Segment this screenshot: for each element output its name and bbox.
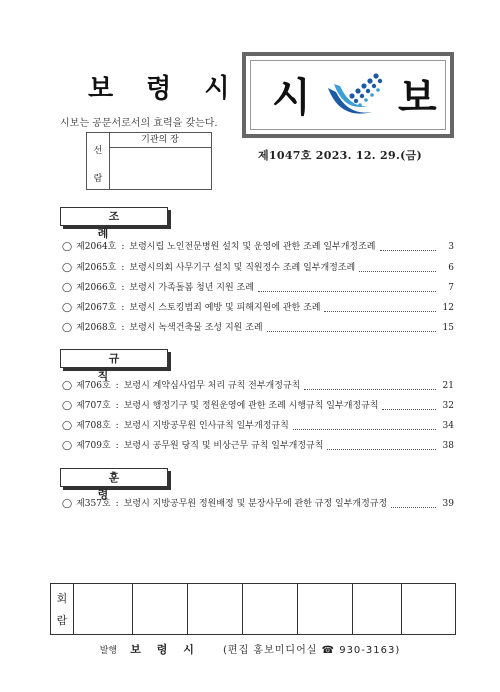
publisher-contact: (편집 홍보미디어실 ☎ 930-3163) (223, 645, 401, 656)
city-emblem-icon (326, 72, 384, 122)
entry-title: 보령시 스토킹범죄 예방 및 피해지원에 관한 조례 (129, 303, 321, 313)
entry-title: 보령시 행정기구 및 정원운영에 관한 조례 시행규칙 일부개정규칙 (123, 401, 379, 411)
subtitle: 시보는 공문서로서의 효력을 갖는다. (60, 118, 218, 129)
logo-char-right: 보 (398, 75, 437, 121)
circulation-box (50, 583, 456, 635)
entry-number: 제2064호 (76, 242, 117, 252)
circulation-label-bottom: 람 (56, 614, 68, 627)
dot-leader (293, 422, 436, 430)
publisher-label: 발행 (99, 646, 118, 656)
list-item: ◯ 제706호 : 보령시 계약심사업무 처리 규칙 전부개정규칙 21 (62, 381, 454, 391)
approval-label-top: 선 (93, 146, 103, 156)
list-item: ◯ 제2068호 : 보령시 녹색건축물 조성 지원 조례 15 (62, 323, 454, 333)
list-item: ◯ 제357호 : 보령시 지방공무원 정원배정 및 분장사무에 관한 규정 일부개정규정 39 (62, 499, 454, 509)
approval-head: 기관의 장 (109, 133, 211, 148)
bullet-icon: ◯ (62, 303, 73, 313)
entry-title: 보령시의회 사무기구 설치 및 직원정수 조례 일부개정조례 (129, 263, 356, 273)
list-item: ◯ 제2066호 : 보령시 가족돌봄 청년 지원 조례 7 (62, 283, 454, 293)
approval-box (86, 132, 212, 190)
list-item: ◯ 제2067호 : 보령시 스토킹범죄 예방 및 피해지원에 관한 조례 12 (62, 303, 454, 313)
bullet-icon: ◯ (62, 263, 73, 273)
approval-label-bottom: 람 (93, 174, 103, 184)
publisher-footer (0, 641, 500, 657)
section-tag-ordinances: 조 례 (60, 207, 168, 226)
dot-leader (258, 284, 436, 292)
entry-title: 보령시립 노인전문병원 설치 및 운영에 관한 조례 일부개정조례 (129, 242, 376, 252)
bullet-icon: ◯ (62, 323, 73, 333)
entry-number: 제708호 (76, 421, 111, 431)
circulation-cell (188, 584, 243, 634)
entry-number: 제709호 (76, 441, 111, 451)
issue-line: 제1047호 2023. 12. 29.(금) (258, 149, 423, 162)
circulation-label-cell (51, 584, 74, 634)
entry-page: 39 (442, 499, 454, 509)
circulation-cell (353, 584, 402, 634)
list-item: ◯ 제2065호 : 보령시의회 사무기구 설치 및 직원정수 조례 일부개정조례 6 (62, 263, 454, 273)
entry-title: 보령시 공무원 당직 및 비상근무 규칙 일부개정규칙 (123, 441, 324, 451)
city-title: 보 령 시 (88, 74, 242, 104)
entry-number: 제2065호 (76, 263, 117, 273)
dot-leader (382, 402, 436, 410)
list-item: ◯ 제707호 : 보령시 행정기구 및 정원운영에 관한 조례 시행규칙 일부개정규칙 32 (62, 401, 454, 411)
entry-title: 보령시 지방공무원 정원배정 및 분장사무에 관한 규정 일부개정규정 (123, 499, 388, 509)
dot-leader (324, 304, 436, 312)
publisher-city: 보 령 시 (130, 643, 200, 656)
approval-label-column (87, 133, 110, 189)
list-item: ◯ 제709호 : 보령시 공무원 당직 및 비상근무 규칙 일부개정규칙 38 (62, 441, 454, 451)
circulation-cell (74, 584, 133, 634)
dot-leader (304, 382, 436, 390)
bullet-icon: ◯ (62, 401, 73, 411)
entry-number: 제2067호 (76, 303, 117, 313)
entry-page: 6 (448, 263, 454, 273)
section-tag-rules: 규 칙 (60, 349, 168, 368)
bullet-icon: ◯ (62, 441, 73, 451)
circulation-cell (243, 584, 298, 634)
entry-page: 38 (442, 441, 454, 451)
dot-leader (391, 500, 436, 508)
list-item: ◯ 제2064호 : 보령시립 노인전문병원 설치 및 운영에 관한 조례 일부개정조례 3 (62, 242, 454, 252)
entry-number: 제707호 (76, 401, 111, 411)
entry-page: 7 (448, 283, 454, 293)
entry-title: 보령시 계약심사업무 처리 규칙 전부개정규칙 (123, 381, 301, 391)
bullet-icon: ◯ (62, 499, 73, 509)
dot-leader (267, 324, 436, 332)
bullet-icon: ◯ (62, 381, 73, 391)
entry-page: 21 (442, 381, 454, 391)
dot-leader (359, 264, 436, 272)
entry-title: 보령시 녹색건축물 조성 지원 조례 (129, 323, 263, 333)
entry-title: 보령시 지방공무원 인사규칙 일부개정규칙 (123, 421, 289, 431)
circulation-cell (298, 584, 353, 634)
dot-leader (327, 442, 436, 450)
list-item: ◯ 제708호 : 보령시 지방공무원 인사규칙 일부개정규칙 34 (62, 421, 454, 431)
dot-leader (380, 243, 437, 251)
section-tag-directives: 훈 령 (60, 468, 168, 487)
entry-page: 32 (442, 401, 454, 411)
circulation-label-top: 회 (56, 592, 68, 605)
gazette-logo-box (242, 52, 454, 138)
entry-page: 12 (442, 303, 454, 313)
logo-char-left: 시 (272, 75, 311, 121)
bullet-icon: ◯ (62, 421, 73, 431)
entry-number: 제706호 (76, 381, 111, 391)
entry-page: 34 (442, 421, 454, 431)
entry-page: 3 (448, 242, 454, 252)
bullet-icon: ◯ (62, 242, 73, 252)
entry-number: 제2066호 (76, 283, 117, 293)
bullet-icon: ◯ (62, 283, 73, 293)
circulation-cell (133, 584, 188, 634)
entry-number: 제2068호 (76, 323, 117, 333)
entry-number: 제357호 (76, 499, 111, 509)
entry-page: 15 (442, 323, 454, 333)
entry-title: 보령시 가족돌봄 청년 지원 조례 (129, 283, 254, 293)
